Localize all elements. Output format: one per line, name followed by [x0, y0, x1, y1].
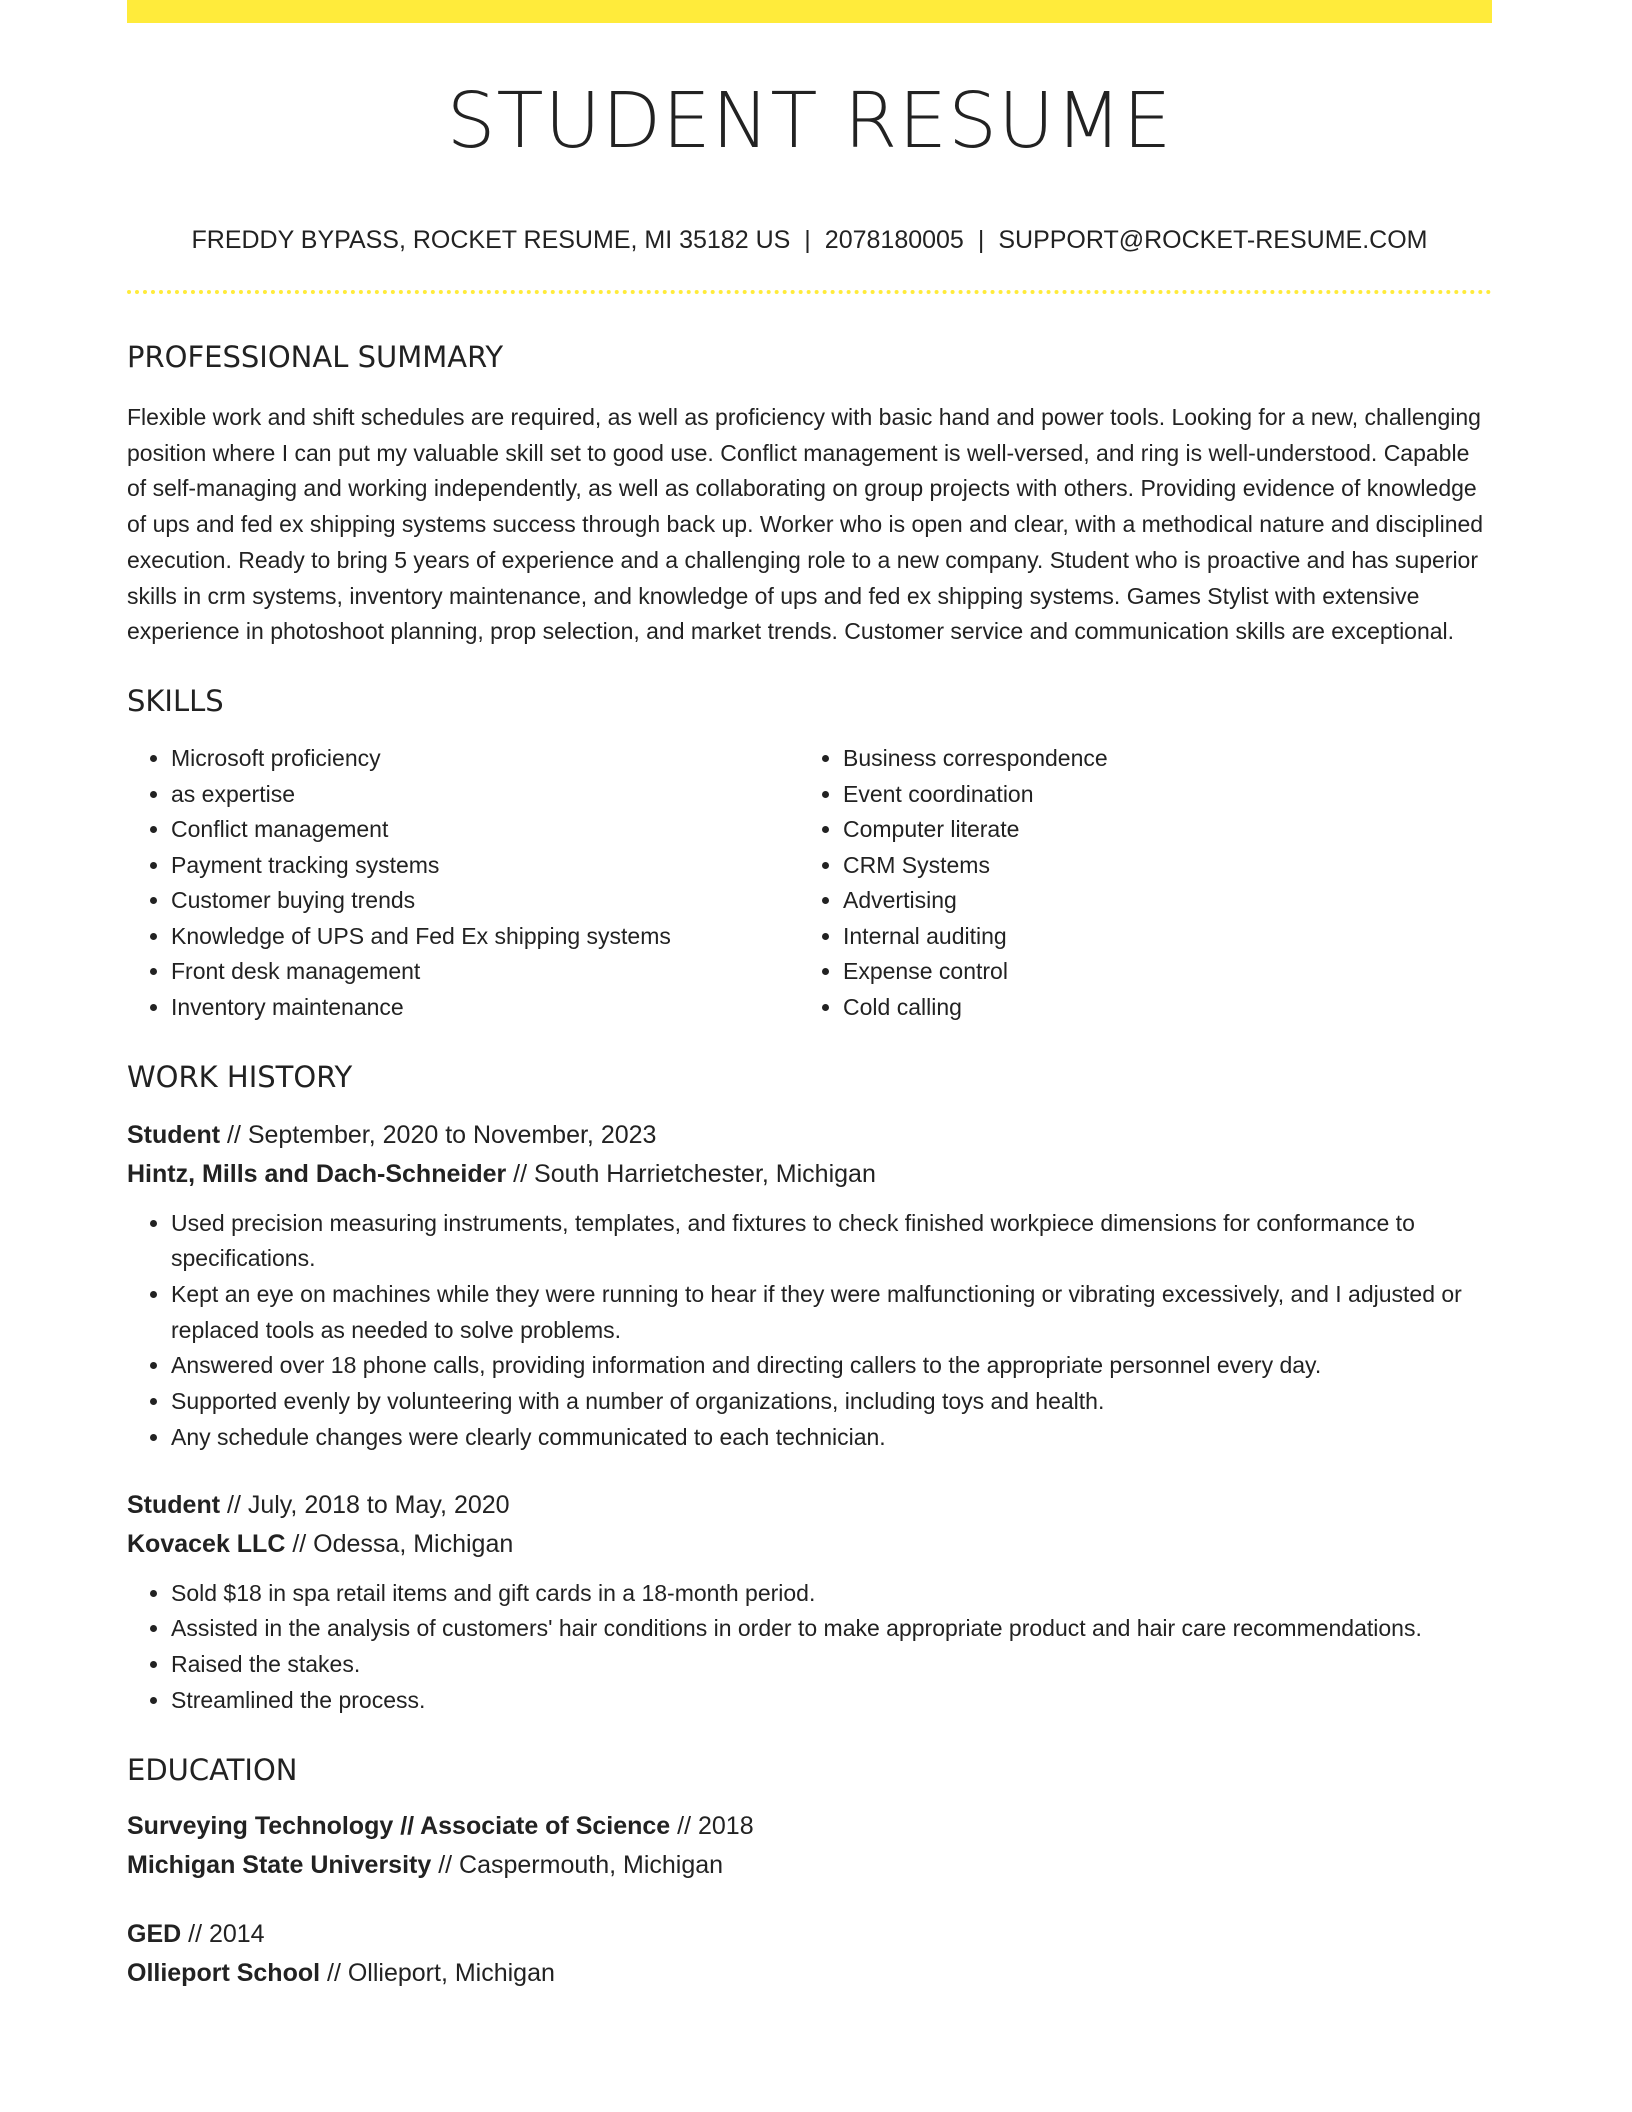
work-history-section	[127, 1059, 1492, 1719]
job-bullet: • Answered over 18 phone calls, providing information and directing callers to the appropriate personnel every day.	[171, 1348, 1492, 1384]
skill-item: • Microsoft proficiency	[171, 741, 799, 777]
education-heading: EDUCATION	[127, 1753, 298, 1788]
skill-item: • Knowledge of UPS and Fed Ex shipping systems	[171, 919, 799, 955]
education-school-line	[127, 1846, 1492, 1885]
contact-address: FREDDY BYPASS, ROCKET RESUME, MI 35182 US	[191, 226, 791, 254]
education-entry	[127, 1915, 1492, 1993]
education-year: // 2018	[670, 1812, 754, 1841]
accent-top-bar	[127, 0, 1492, 23]
education-section	[127, 1753, 1492, 1993]
skill-item: • Event coordination	[843, 777, 1443, 813]
education-location: // Caspermouth, Michigan	[431, 1851, 724, 1880]
job-bullet: • Streamlined the process.	[171, 1683, 1492, 1719]
job-location: // Odessa, Michigan	[285, 1529, 514, 1558]
job-bullet: • Used precision measuring instruments, templates, and fixtures to check finished workpiece dimensions for conformance to specifications.	[171, 1206, 1492, 1277]
dotted-divider	[127, 290, 1492, 294]
job-dates: // September, 2020 to November, 2023	[220, 1120, 657, 1149]
skill-item: • Conflict management	[171, 812, 799, 848]
job-bullets	[127, 1206, 1492, 1456]
job-role: Student	[127, 1490, 221, 1519]
skills-section	[127, 683, 1492, 1026]
education-entry	[127, 1807, 1492, 1885]
resume-content	[127, 0, 1492, 1993]
resume-title: STUDENT RESUME	[446, 77, 1173, 166]
work-history-heading: WORK HISTORY	[127, 1059, 353, 1094]
job-company-line	[127, 1525, 1492, 1564]
skill-item: • CRM Systems	[843, 848, 1443, 884]
education-school: Ollieport School	[127, 1959, 321, 1988]
job-title-line	[127, 1486, 1492, 1525]
summary-text: Flexible work and shift schedules are required, as well as proficiency with basic hand and power tools. Looking for a new, challenging position where I can put my valuable skill set to good use. Conflict management is well-versed, and ring is well-understood. Capable of self-managing and working independently, as well as collaborating on group projects with others. Providing evidence of knowledge of ups and fed ex shipping systems success through back up. Worker who is open and clear, with a methodical nature and disciplined execution. Ready to bring 5 years of experience and a challenging role to a new company. Student who is proactive and has superior skills in crm systems, inventory maintenance, and knowledge of ups and fed ex shipping systems. Games Stylist with extensive experience in photoshoot planning, prop selection, and market trends. Customer service and communication skills are exceptional.	[127, 404, 1484, 645]
education-degree-line	[127, 1915, 1492, 1954]
skill-item: • Front desk management	[171, 954, 799, 990]
job-company: Kovacek LLC	[127, 1529, 286, 1558]
skill-item: • as expertise	[171, 777, 799, 813]
job-role: Student	[127, 1120, 221, 1149]
education-location: // Ollieport, Michigan	[320, 1959, 555, 1988]
summary-section	[127, 340, 1492, 650]
job-bullet: • Any schedule changes were clearly communicated to each technician.	[171, 1420, 1492, 1456]
contact-separator: |	[804, 226, 811, 254]
contact-line	[127, 226, 1492, 255]
skill-item: • Inventory maintenance	[171, 990, 799, 1026]
skill-item: • Expense control	[843, 954, 1443, 990]
skill-item: • Computer literate	[843, 812, 1443, 848]
job-company: Hintz, Mills and Dach-Schneider	[127, 1159, 507, 1188]
skills-list-right	[799, 741, 1443, 1026]
job-bullet: • Assisted in the analysis of customers' hair conditions in order to make appropriate product and hair care recommendations.	[171, 1611, 1492, 1647]
skill-item: • Advertising	[843, 883, 1443, 919]
education-school-line	[127, 1954, 1492, 1993]
job-bullet: • Raised the stakes.	[171, 1647, 1492, 1683]
contact-email: SUPPORT@ROCKET-RESUME.COM	[998, 226, 1428, 254]
skill-item: • Customer buying trends	[171, 883, 799, 919]
job-bullet: • Kept an eye on machines while they were running to hear if they were malfunctioning or vibrating excessively, and I adjusted or replaced tools as needed to solve problems.	[171, 1277, 1492, 1348]
job-location: // South Harrietchester, Michigan	[506, 1159, 876, 1188]
job-company-line	[127, 1155, 1492, 1194]
education-degree-line	[127, 1807, 1492, 1846]
job-dates: // July, 2018 to May, 2020	[220, 1490, 510, 1519]
skills-list-left	[127, 741, 799, 1026]
summary-heading: PROFESSIONAL SUMMARY	[127, 340, 504, 374]
job-bullet: • Sold $18 in spa retail items and gift cards in a 18-month period.	[171, 1576, 1492, 1612]
skills-grid	[127, 741, 1492, 1026]
skill-item: • Payment tracking systems	[171, 848, 799, 884]
education-year: // 2014	[181, 1920, 265, 1949]
contact-separator: |	[977, 226, 985, 254]
job-entry	[127, 1116, 1492, 1456]
job-entry	[127, 1486, 1492, 1719]
job-bullet: • Supported evenly by volunteering with a number of organizations, including toys and health.	[171, 1384, 1492, 1420]
education-degree: Surveying Technology // Associate of Science	[127, 1812, 671, 1841]
skill-item: • Cold calling	[843, 990, 1443, 1026]
job-bullets	[127, 1576, 1492, 1719]
job-title-line	[127, 1116, 1492, 1155]
education-degree: GED	[127, 1920, 182, 1949]
skills-heading: SKILLS	[127, 683, 224, 718]
skill-item: • Business correspondence	[843, 741, 1443, 777]
education-school: Michigan State University	[127, 1851, 432, 1880]
skill-item: • Internal auditing	[843, 919, 1443, 955]
contact-phone: 2078180005	[824, 226, 964, 254]
